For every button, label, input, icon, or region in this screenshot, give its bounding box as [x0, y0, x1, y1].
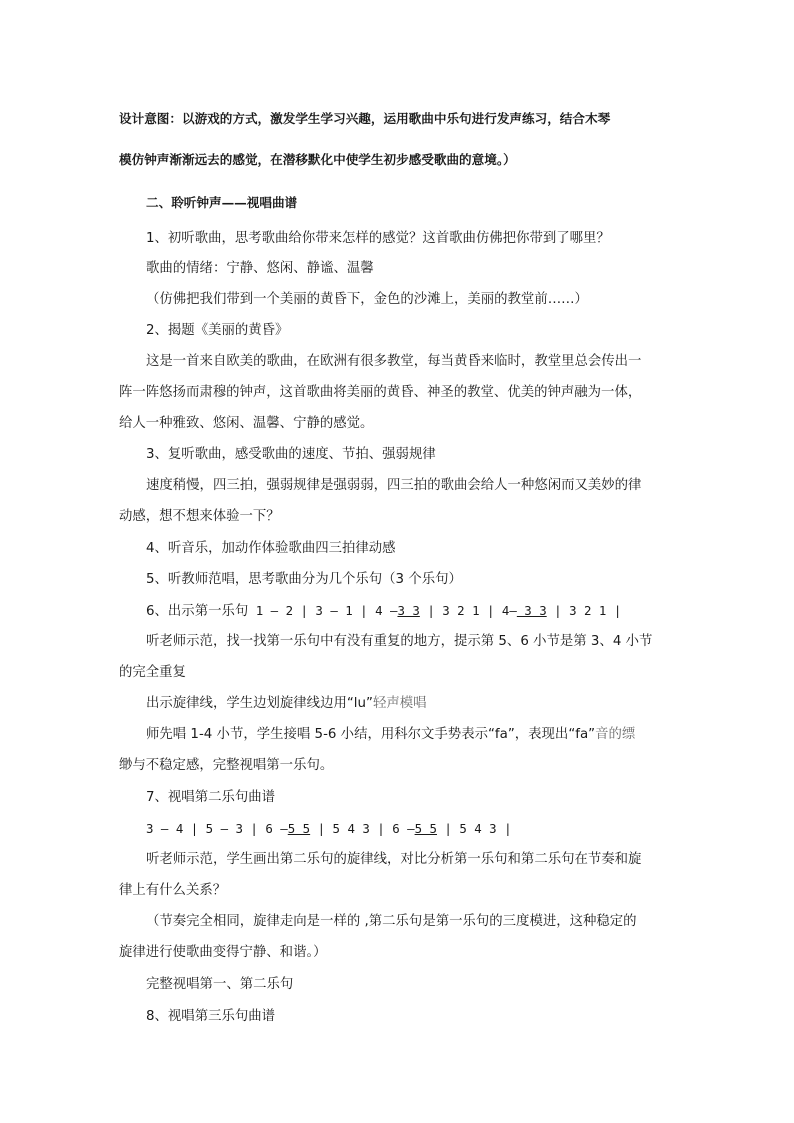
step-8-title: 8、视唱第三乐句曲谱: [146, 1009, 276, 1024]
step-6-score-line: [146, 602, 621, 621]
step-6-prefix: 6、出示第一乐句: [146, 604, 249, 619]
step-2-paragraph-line-2: 阵一阵悠扬而肃穆的钟声，这首歌曲将美丽的黄昏、神圣的教堂、优美的钟声融为一体，: [119, 385, 642, 400]
score-segment: 1 – 2 | 3 – 1 | 4 –: [248, 603, 398, 618]
step-3-paragraph-line-1: 速度稍慢，四三拍，强弱规律是强弱弱，四三拍的歌曲会给人一种悠闲而又美妙的律: [146, 478, 642, 493]
score-segment: 3 – 4 | 5 – 3 | 6 –: [146, 821, 288, 836]
step-7-paragraph-line-3: （节奏完全相同，旋律走向是一样的 ,第二乐句是第一乐句的三度模进，这种稳定的: [146, 914, 637, 929]
step-7-title: 7、视唱第二乐句曲谱: [146, 790, 276, 805]
step-6-paragraph-line-1: 听老师示范，找一找第一乐句中有没有重复的地方，提示第 5、6 小节是第 3、4 小节: [146, 634, 653, 649]
step-7-paragraph-line-2: 律上有什么关系？: [119, 883, 227, 898]
step-3-title: 3、复听歌曲，感受歌曲的速度、节拍、强弱规律: [146, 447, 436, 462]
step-7-paragraph-line-5: 完整视唱第一、第二乐句: [146, 977, 294, 992]
step-6-paragraph-line-3: 出示旋律线，学生边划旋律线边用“lu”轻声模唱: [146, 696, 427, 711]
score-segment-underlined: 3 3: [516, 603, 547, 618]
step-1-emotion: 歌曲的情绪：宁静、悠闲、静谧、温馨: [146, 261, 374, 276]
score-segment: | 5 4 3 | 6 –: [310, 821, 415, 836]
step-1-title: 1、初听歌曲，思考歌曲给你带来怎样的感觉？这首歌曲仿佛把你带到了哪里？: [146, 231, 610, 246]
design-intent-line-1: 设计意图：以游戏的方式，激发学生学习兴趣，运用歌曲中乐句进行发声练习，结合木琴: [119, 111, 611, 126]
step-7-score-line: [146, 820, 512, 839]
step-6-paragraph-line-2: 的完全重复: [119, 665, 186, 680]
step-6-paragraph-line-4: 师先唱 1-4 小节，学生接唱 5-6 小结，用科尔文手势表示“fa”，表现出“fa”音的缥: [146, 727, 636, 742]
step-7-paragraph-line-1: 听老师示范，学生画出第二乐句的旋律线，对比分析第一乐句和第二乐句在节奏和旋: [146, 852, 642, 867]
step-2-paragraph-line-1: 这是一首来自欧美的歌曲，在欧洲有很多教堂，每当黄昏来临时，教堂里总会传出一: [146, 354, 642, 369]
score-segment: | 3 2 1 | 4–: [419, 603, 517, 618]
section-heading: 二、聆听钟声——视唱曲谱: [146, 195, 298, 210]
step-5-title: 5、听教师范唱，思考歌曲分为几个乐句（3 个乐句）: [146, 572, 462, 587]
step-1-note: （仿佛把我们带到一个美丽的黄昏下，金色的沙滩上，美丽的教堂前……）: [146, 292, 588, 307]
step-7-paragraph-line-4: 旋律进行使歌曲变得宁静、和谐。）: [119, 945, 327, 960]
design-intent-line-2: 模仿钟声渐渐远去的感觉，在潜移默化中使学生初步感受歌曲的意境。）: [119, 152, 516, 167]
score-segment-underlined: 5 5: [414, 821, 437, 836]
score-segment: | 3 2 1 |: [546, 603, 622, 618]
score-segment-underlined: 5 5: [287, 821, 311, 836]
step-2-title: 2、揭题《美丽的黄昏》: [146, 323, 289, 338]
step-2-paragraph-line-3: 给人一种雅致、悠闲、温馨、宁静的感觉。: [119, 416, 374, 431]
step-6-paragraph-line-5: 缈与不稳定感，完整视唱第一乐句。: [119, 758, 334, 773]
step-3-paragraph-line-2: 动感，想不想来体验一下？: [119, 509, 280, 524]
score-segment-underlined: 3 3: [397, 603, 420, 618]
score-segment: | 5 4 3 |: [436, 821, 512, 836]
step-4-title: 4、听音乐，加动作体验歌曲四三拍律动感: [146, 541, 396, 556]
